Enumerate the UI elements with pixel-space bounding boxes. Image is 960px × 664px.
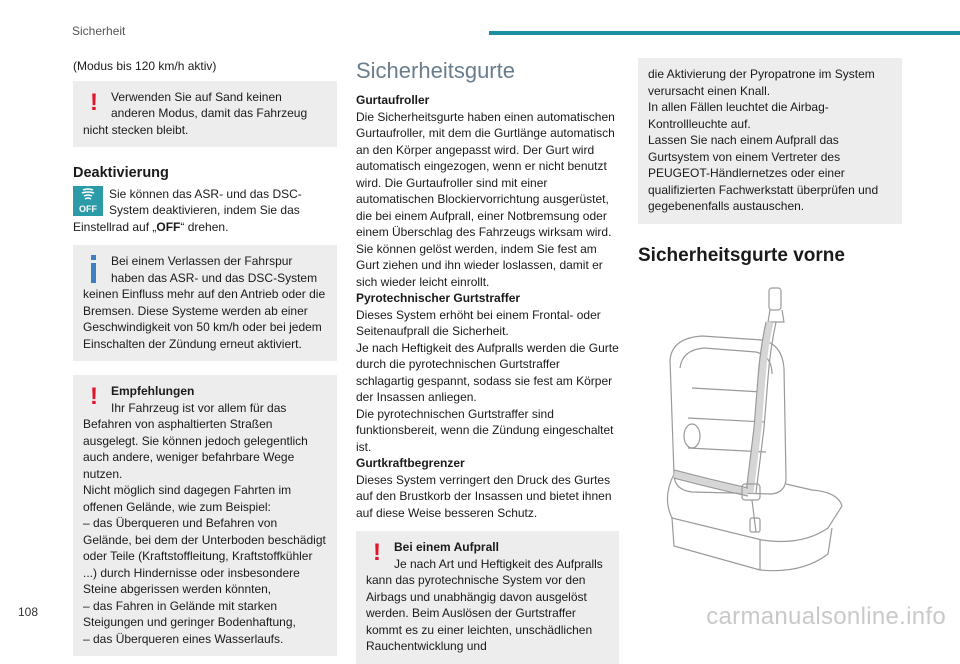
info-icon <box>83 254 111 286</box>
info-text: Bei einem Verlassen der Fahrspur haben das ASR- und das DSC-System keinen Einfluss mehr auf den Antrieb oder die Bremsen. Diese Systeme werden ab einer Geschwindigkeit von 50 km/h oder bei jedem Einschalten der Zündung erneut aktiviert. <box>83 254 326 351</box>
svg-text:OFF: OFF <box>79 203 97 214</box>
exclamation-icon: ! <box>90 88 98 116</box>
continued-line: die Aktivierung der Pyropatrone im System verursacht einen Knall. <box>648 67 875 98</box>
warning-text: Verwenden Sie auf Sand keinen anderen Modus, damit das Fahrzeug nicht stecken bleibt. <box>83 89 308 137</box>
seat-belt-illustration <box>652 278 902 578</box>
seat-belt-drawing <box>652 278 902 578</box>
header-accent-bar <box>489 31 960 35</box>
pretensioner-text: Dieses System erhöht bei einem Frontal- oder Seitenaufprall die Sicherheit. <box>356 307 601 338</box>
impact-title: Bei einem Aufprall <box>394 540 499 554</box>
column-right <box>638 58 902 578</box>
recommendation-line: Nicht möglich sind dagegen Fahrten im offenen Gelände, wie zum Beispiel: <box>83 483 292 514</box>
recommendation-title: Empfehlungen <box>111 384 195 398</box>
deactivation-text: Sie können das ASR- und das DSC-System deaktivieren, indem Sie das Einstellrad auf „OFF“ drehen. <box>73 186 302 234</box>
recommendation-line: Ihr Fahrzeug ist vor allem für das Befahren von asphaltierten Straßen ausgelegt. Sie können jedoch gelegentlich auch andere, weniger befahrbare Wege nutzen. <box>83 400 308 481</box>
continued-box <box>638 58 902 224</box>
seatbelts-title: Sicherheitsgurte <box>356 58 515 83</box>
retractor-heading: Gurtaufroller <box>356 93 430 107</box>
header-title: Sicherheit <box>72 24 126 38</box>
pretensioner-text: Die pyrotechnischen Gurtstraffer sind funktionsbereit, wenn die Zündung eingeschaltet ist. <box>356 406 614 454</box>
continued-line: In allen Fällen leuchtet die Airbag-Kontrollleuchte auf. <box>648 100 829 131</box>
recommendation-line: – das Überqueren eines Wasserlaufs. <box>83 631 284 646</box>
deactivation-heading: Deaktivierung <box>73 165 169 181</box>
limiter-text: Dieses System verringert den Druck des Gurtes auf den Brustkorb der Insassen und bietet ihnen auf diese Weise besseren Schutz. <box>356 472 612 520</box>
impact-text: Je nach Art und Heftigkeit des Aufpralls kann das pyrotechnische System vor den Airbags und unabhängig davon ausgelöst werden. Beim Auslösen der Gurtstraffer kommt es zu einer leichten, unschädlichen Rauchentwicklung und <box>366 556 603 653</box>
continued-line: Lassen Sie nach einem Aufprall das Gurtsystem von einem Vertreter des PEUGEOT-Händlernetzes oder einer qualifizierten Fachwerkstatt überprüfen und gegebenenfalls austauschen. <box>648 133 879 213</box>
esp-off-icon <box>73 186 103 216</box>
pretensioner-heading: Pyrotechnischer Gurtstraffer <box>356 291 521 305</box>
exclamation-icon: ! <box>90 383 98 410</box>
front-seatbelts-title: Sicherheitsgurte vorne <box>638 244 845 266</box>
column-middle <box>356 58 619 664</box>
watermark: carmanualsonline.info <box>706 603 946 630</box>
exclamation-icon: ! <box>373 539 381 566</box>
retractor-text: Die Sicherheitsgurte haben einen automatischen Gurtaufroller, mit dem die Gurtlänge automatisch an den Körper angepasst wird. Der Gurt wird automatisch eingezogen, wenn er nicht benutzt wird. Die Gurtaufroller sind mit einer automatischen Blockiervorrichtung ausgerüstet, die bei einem Aufprall, einer Notbremsung oder einem Überschlag des Fahrzeugs wirksam wird. Sie können gelöst werden, indem Sie fest am Gurt ziehen und ihn wieder loslassen, damit er sich wieder leicht einrollt. <box>356 109 615 289</box>
recommendation-line: – das Fahren in Gelände mit starken Steigungen und geringer Bodenhaftung, <box>83 598 296 629</box>
intro-text: (Modus bis 120 km/h aktiv) <box>73 59 217 73</box>
recommendation-box <box>73 375 337 656</box>
page-number: 108 <box>18 605 39 619</box>
deactivation-block <box>73 186 337 236</box>
impact-warning-box <box>356 531 619 664</box>
pretensioner-text: Je nach Heftigkeit des Aufpralls werden die Gurte durch die pyrotechnischen Gurtstraffer schlagartig gespannt, sodass sie fest am Körper der Insassen anliegen. <box>356 340 619 404</box>
info-box-lane <box>73 245 337 361</box>
limiter-heading: Gurtkraftbegrenzer <box>356 456 465 470</box>
recommendation-line: – das Überqueren und Befahren von Gelände, bei dem der Unterboden beschädigt oder Teile (Kraftstoffleitung, Kraftstoffkühler ...) durch Hindernisse oder insbesondere Steine abgerissen werden könnten, <box>83 516 326 596</box>
column-left <box>73 58 337 656</box>
warning-box-sand <box>73 81 337 148</box>
